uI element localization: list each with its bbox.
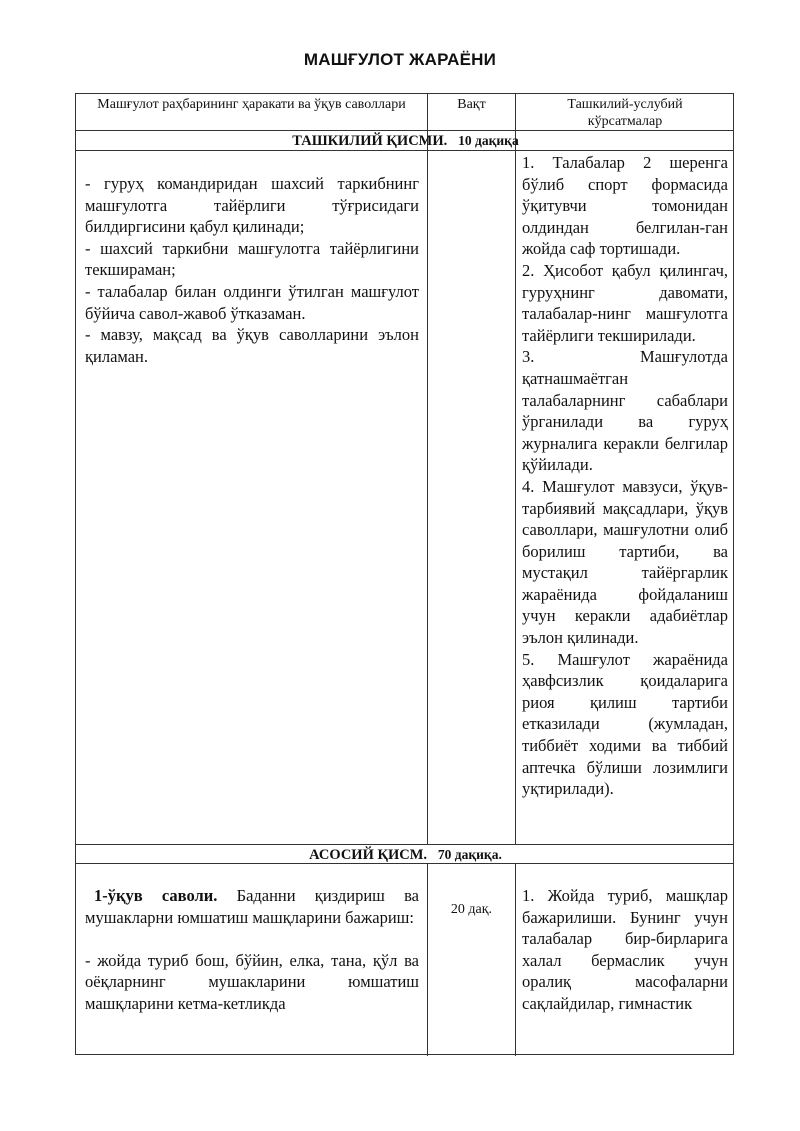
- section-title-main: [76, 846, 735, 864]
- section-2-duration: 70 дақиқа.: [437, 847, 502, 862]
- guidance-item: 1. Жойда туриб, машқлар бажарилиши. Бунинг учун талабалар бир-бирларига халал бермаслик учун оралиқ масофаларни сақлайдилар, гимнастик: [522, 886, 728, 1013]
- leader-action-item: - мавзу, мақсад ва ўқув саволларини эълон қиламан.: [85, 325, 419, 366]
- guidance-item: 3. Машғулотда қатнашмаётган талабаларнинг сабаблари ўрганилади ва гуруҳ журналига керакли белгилар қўйилади.: [522, 347, 728, 475]
- section-1-leader-actions: [85, 173, 419, 367]
- guidance-item: 5. Машғулот жараёнида ҳавфсизлик қоидаларига риоя қилиш тартиби етказилади (жумладан, тиббиёт ходими ва тиббий аптечка бўлиши лозимлиги уқтирилади).: [522, 649, 728, 799]
- section-title-organizational: [76, 132, 735, 150]
- section-1-divider: [76, 150, 733, 151]
- leader-action-item: - талабалар билан олдинги ўтилган машғулот бўйича савол-жавоб ўтказаман.: [85, 281, 419, 323]
- header-guidance: Ташкилий-услубий кўрсатмалар: [567, 97, 683, 129]
- column-divider-2a: [515, 94, 516, 844]
- study-question-label: 1-ўқув саволи.: [94, 886, 218, 905]
- leader-action-item: - шахсий таркибни машғулотга тайёрлигини текшираман;: [85, 238, 419, 280]
- section-1-duration: 10 дақиқа: [458, 133, 519, 148]
- guidance-item: 1. Талабалар 2 шеренга бўлиб спорт формасида ўқитувчи томонидан олдиндан белгилан-ган жойда саф тортишади.: [522, 153, 728, 259]
- column-divider-1a: [427, 94, 428, 844]
- column-divider-2b: [515, 863, 516, 1056]
- section-1-guidance: [522, 152, 728, 800]
- section-1-title: ТАШКИЛИЙ ҚИСМИ.: [292, 133, 448, 149]
- section-2-time: 20 дақ.: [450, 902, 493, 917]
- header-time: Вақт: [457, 97, 486, 112]
- study-question-text: Баданни қиздириш ва мушакларни юмшатиш машқларини бажариш:: [85, 886, 419, 927]
- section-2-guidance: [522, 885, 728, 1015]
- section-2-top-divider: [76, 844, 733, 845]
- guidance-item: 2. Ҳисобот қабул қилингач, гуруҳнинг давомати, талабалар-нинг машғулотга тайёрлиги текширилади.: [522, 260, 728, 345]
- leader-action-item: - гуруҳ командиридан шахсий таркибнинг машғулотга тайёрлиги тўғрисидаги билдиргисини қабул қилинади;: [85, 174, 419, 237]
- header-leader: Машғулот раҳбарининг ҳаракати ва ўқув саволлари: [97, 97, 406, 112]
- header-divider: [76, 130, 733, 131]
- document-title: МАШҒУЛОТ ЖАРАЁНИ: [303, 50, 497, 69]
- guidance-item: 4. Машғулот мавзуси, ўқув-тарбиявий мақсадлари, ўқув саволлари, машғулотни олиб борилиш тартиби, ва мустақил тайёргарлик жараёнида фойдаланиш учун керакли адабиётлар эълон қилинади.: [522, 476, 728, 648]
- section-2-leader-actions: [85, 885, 419, 1015]
- column-divider-1b: [427, 863, 428, 1056]
- section-2-title: АСОСИЙ ҚИСМ.: [309, 847, 428, 863]
- study-question-list-item: - жойда туриб бош, бўйин, елка, тана, қўл ва оёқларнинг мушакларини юмшатиш машқларини кетма-кетликда: [85, 950, 419, 1013]
- lesson-table: [75, 93, 734, 1055]
